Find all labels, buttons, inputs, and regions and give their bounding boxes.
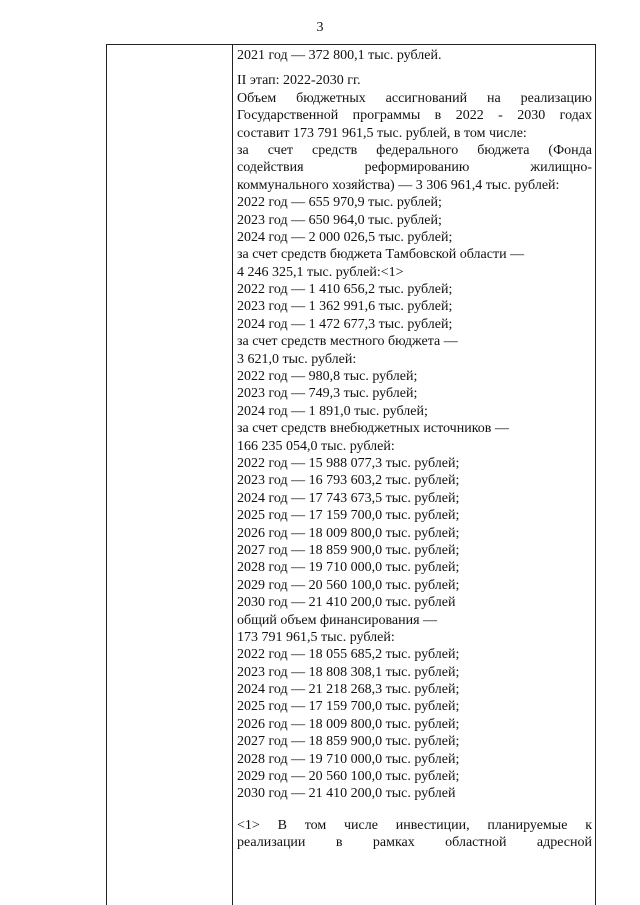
text-line: 2021 год — 372 800,1 тыс. рублей. (237, 48, 442, 63)
text-line: коммунального хозяйства) — 3 306 961,4 тыс. рублей: (237, 177, 560, 193)
list-item: 2022 год — 980,8 тыс. рублей; (237, 369, 418, 385)
list-item: 2022 год — 1 410 656,2 тыс. рублей; (237, 282, 453, 298)
list-item: 2030 год — 21 410 200,0 тыс. рублей (237, 786, 456, 802)
list-item: 2024 год — 21 218 268,3 тыс. рублей; (237, 682, 460, 698)
text-line: содействия реформированию жилищно- (237, 160, 592, 176)
table-right-border (595, 44, 596, 905)
text-line: составит 173 791 961,5 тыс. рублей, в том числе: (237, 125, 527, 141)
list-item: 2022 год — 18 055 685,2 тыс. рублей; (237, 647, 460, 663)
list-item: 2030 год — 21 410 200,0 тыс. рублей (237, 595, 456, 611)
list-item: 2029 год — 20 560 100,0 тыс. рублей; (237, 577, 460, 593)
list-item: 2022 год — 15 988 077,3 тыс. рублей; (237, 455, 460, 471)
list-item: 2025 год — 17 159 700,0 тыс. рублей; (237, 508, 460, 524)
list-item: 2022 год — 655 970,9 тыс. рублей; (237, 195, 442, 211)
text-line: 4 246 325,1 тыс. рублей:<1> (237, 264, 404, 280)
footnote-line: <1> В том числе инвестиции, планируемые к (237, 817, 592, 833)
list-item: 2028 год — 19 710 000,0 тыс. рублей; (237, 560, 460, 576)
list-item: 2027 год — 18 859 900,0 тыс. рублей; (237, 734, 460, 750)
column-divider (232, 44, 233, 905)
list-item: 2027 год — 18 859 900,0 тыс. рублей; (237, 542, 460, 558)
text-line: за счет средств внебюджетных источников — (237, 421, 509, 437)
list-item: 2026 год — 18 009 800,0 тыс. рублей; (237, 525, 460, 541)
text-line: за счет средств бюджета Тамбовской области — (237, 247, 525, 263)
list-item: 2024 год — 2 000 026,5 тыс. рублей; (237, 229, 453, 245)
list-item: 2028 год — 19 710 000,0 тыс. рублей; (237, 751, 460, 767)
list-item: 2024 год — 17 743 673,5 тыс. рублей; (237, 490, 460, 506)
footnote-line: реализации в рамках областной адресной (237, 835, 592, 851)
list-item: 2023 год — 18 808 308,1 тыс. рублей; (237, 664, 460, 680)
text-line: Объем бюджетных ассигнований на реализацию (237, 90, 592, 106)
list-item: 2023 год — 16 793 603,2 тыс. рублей; (237, 473, 460, 489)
text-line: 173 791 961,5 тыс. рублей: (237, 629, 395, 645)
list-item: 2024 год — 1 472 677,3 тыс. рублей; (237, 316, 453, 332)
table-cell-content (237, 47, 592, 852)
list-item: 2025 год — 17 159 700,0 тыс. рублей; (237, 699, 460, 715)
text-line: за счет средств местного бюджета — (237, 334, 458, 350)
list-item: 2023 год — 1 362 991,6 тыс. рублей; (237, 299, 453, 315)
text-line: 166 235 054,0 тыс. рублей: (237, 438, 395, 454)
list-item: 2029 год — 20 560 100,0 тыс. рублей; (237, 769, 460, 785)
page-number: 3 (316, 20, 324, 35)
list-item: 2023 год — 749,3 тыс. рублей; (237, 386, 418, 402)
list-item: 2024 год — 1 891,0 тыс. рублей; (237, 403, 428, 419)
text-line: за счет средств федерального бюджета (Фонда (237, 142, 592, 158)
text-line: 3 621,0 тыс. рублей: (237, 351, 357, 367)
stage-heading: II этап: 2022-2030 гг. (237, 73, 361, 89)
text-line: общий объем финансирования — (237, 612, 438, 628)
list-item: 2026 год — 18 009 800,0 тыс. рублей; (237, 716, 460, 732)
text-line: Государственной программы в 2022 - 2030 годах (237, 108, 592, 124)
list-item: 2023 год — 650 964,0 тыс. рублей; (237, 212, 442, 228)
